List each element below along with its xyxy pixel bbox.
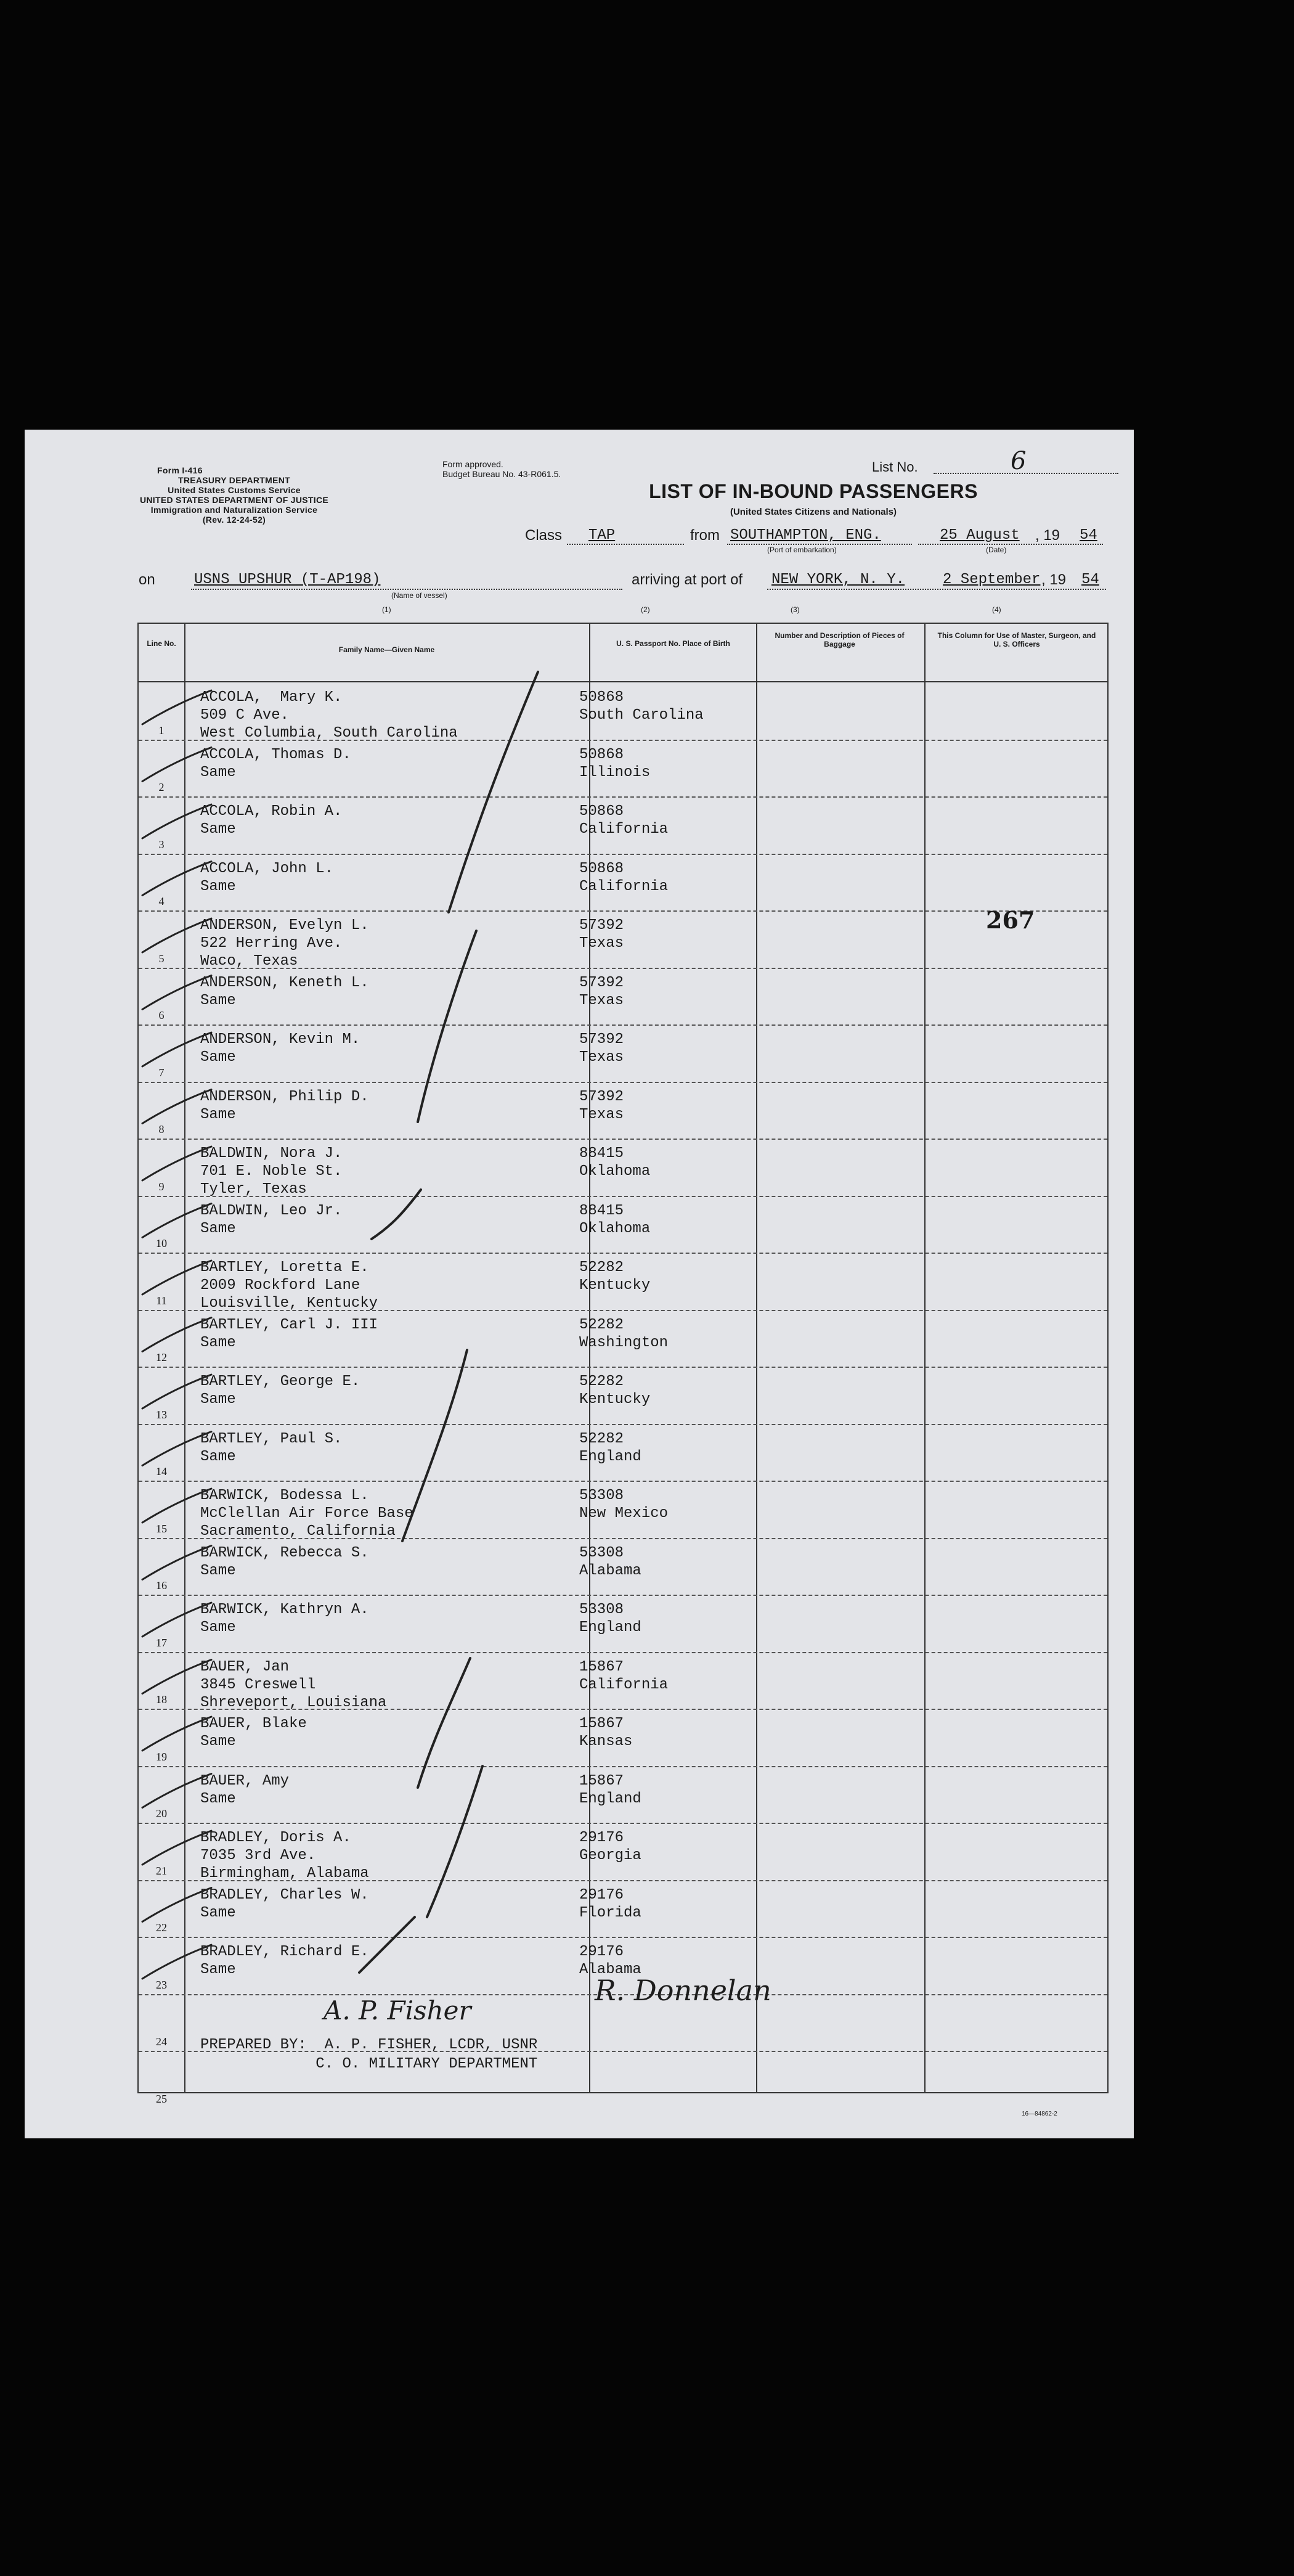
- passenger-name: ACCOLA, Thomas D. Same: [200, 746, 351, 781]
- passenger-name: BAUER, Amy Same: [200, 1772, 290, 1807]
- passport-birthplace: 88415 Oklahoma: [579, 1202, 651, 1237]
- col-header-name: Family Name—Given Name: [338, 645, 435, 654]
- passenger-name: BARWICK, Rebecca S. Same: [200, 1544, 369, 1579]
- line-tick: [142, 690, 211, 724]
- pen-stroke: [372, 1190, 421, 1239]
- line-number: 18: [156, 1693, 167, 1706]
- col-number-3: (3): [791, 605, 800, 614]
- col-header-line-no: Line No.: [147, 639, 176, 648]
- line-tick: [142, 1204, 211, 1238]
- arrival-date: 2 September: [943, 571, 1041, 588]
- form-number: Form I-416: [157, 465, 203, 475]
- line-number: 13: [156, 1408, 167, 1421]
- vessel-name: USNS UPSHUR (T-AP198): [194, 571, 381, 588]
- passenger-name: ANDERSON, Philip D. Same: [200, 1088, 369, 1123]
- passport-birthplace: 15867 England: [579, 1772, 641, 1807]
- fisher-signature: A. P. Fisher: [324, 1995, 471, 2026]
- passport-birthplace: 29176 Georgia: [579, 1830, 641, 1864]
- from-line: [727, 544, 912, 545]
- passport-birthplace: 53308 England: [579, 1601, 641, 1636]
- form-revision: (Rev. 12-24-52): [202, 515, 266, 525]
- justice-dept: UNITED STATES DEPARTMENT OF JUSTICE: [139, 495, 329, 505]
- line-number: 15: [156, 1522, 167, 1535]
- line-number: 14: [156, 1465, 167, 1478]
- passenger-name: BRADLEY, Doris A. 7035 3rd Ave. Birmingham, Alabama: [200, 1830, 369, 1882]
- list-number-label: List No.: [872, 459, 918, 475]
- line-number: 25: [156, 2092, 167, 2105]
- pen-stroke: [418, 931, 476, 1122]
- class-line: [567, 544, 684, 545]
- passenger-name: BARWICK, Kathryn A. Same: [200, 1601, 369, 1636]
- prepared-by: PREPARED BY: A. P. FISHER, LCDR, USNR C. O. MILITARY DEPARTMENT: [200, 2037, 538, 2072]
- embark-year-prefix: , 19: [1035, 527, 1060, 544]
- passport-birthplace: 29176 Alabama: [579, 1944, 641, 1978]
- pen-stroke: [359, 1917, 415, 1973]
- line-number: 20: [156, 1807, 167, 1820]
- passport-birthplace: 52282 Kentucky: [579, 1259, 651, 1294]
- arrival-year-prefix: , 19: [1041, 571, 1067, 588]
- line-number: 11: [156, 1294, 167, 1307]
- vessel-caption: (Name of vessel): [391, 591, 447, 600]
- pen-stroke: [418, 1658, 470, 1788]
- budget-bureau: Budget Bureau No. 43-R061.5.: [442, 469, 561, 479]
- line-tick: [142, 1318, 211, 1352]
- line-tick: [142, 1032, 211, 1066]
- passport-birthplace: 52282 England: [579, 1430, 641, 1465]
- passport-birthplace: 15867 California: [579, 1658, 669, 1693]
- line-tick: [142, 1888, 211, 1922]
- passenger-name: BAUER, Jan 3845 Creswell Shreveport, Louisiana: [200, 1658, 387, 1711]
- line-tick: [142, 1603, 211, 1637]
- passenger-name: BARTLEY, Loretta E. 2009 Rockford Lane Louisville, Kentucky: [200, 1259, 378, 1312]
- pen-stroke: [449, 672, 538, 912]
- line-number: 19: [156, 1750, 167, 1763]
- line-tick: [142, 976, 211, 1010]
- line-tick: [142, 1831, 211, 1865]
- passenger-name: ANDERSON, Kevin M. Same: [200, 1031, 360, 1066]
- vessel-line: [191, 589, 622, 590]
- line-number: 12: [156, 1351, 167, 1364]
- check-marks: [359, 672, 538, 1973]
- passenger-list-form: [25, 430, 1134, 2138]
- line-number: 21: [156, 1864, 167, 1877]
- line-number: 24: [156, 2035, 167, 2048]
- pen-stroke: [427, 1766, 482, 1917]
- col-header-officers: This Column for Use of Master, Surgeon, and U. S. Officers: [937, 631, 1096, 648]
- form-approval: [442, 459, 603, 479]
- passenger-name: BARTLEY, Paul S. Same: [200, 1430, 343, 1465]
- passenger-name: ACCOLA, Robin A. Same: [200, 803, 343, 838]
- line-number: 5: [158, 952, 165, 965]
- form-approved: Form approved.: [442, 459, 503, 469]
- line-tick: [142, 748, 211, 782]
- pen-stroke: [402, 1350, 467, 1541]
- passport-birthplace: 88415 Oklahoma: [579, 1145, 651, 1180]
- officer-signature: R. Donnelan: [595, 1974, 771, 2007]
- passport-birthplace: 57392 Texas: [579, 974, 624, 1009]
- line-number: 3: [158, 838, 165, 851]
- line-tick: [142, 1774, 211, 1808]
- passenger-name: ANDERSON, Keneth L. Same: [200, 974, 369, 1009]
- passenger-name: ACCOLA, John L. Same: [200, 860, 334, 895]
- form-agency-header: [102, 465, 367, 525]
- arrive-line: [767, 589, 1106, 590]
- passport-birthplace: 52282 Washington: [579, 1316, 669, 1351]
- page-title: LIST OF IN-BOUND PASSENGERS: [649, 480, 978, 502]
- line-tick: [142, 1432, 211, 1466]
- list-number-value: 6: [1011, 447, 1027, 475]
- passport-birthplace: 52282 Kentucky: [579, 1373, 651, 1408]
- passenger-name: BALDWIN, Nora J. 701 E. Noble St. Tyler, Texas: [200, 1145, 343, 1198]
- port-of-embarkation: SOUTHAMPTON, ENG.: [730, 527, 881, 544]
- class-label: Class: [525, 527, 563, 544]
- handwritten-marks: [137, 623, 1106, 2091]
- passenger-name: BARWICK, Bodessa L. McClellan Air Force Base Sacramento, California: [200, 1487, 413, 1540]
- line-number: 10: [156, 1237, 167, 1249]
- line-tick: [142, 918, 211, 952]
- line-tick: [142, 862, 211, 896]
- date-line: [918, 544, 1103, 545]
- passport-birthplace: 53308 New Mexico: [579, 1487, 669, 1522]
- embark-date-day: 25 August: [940, 527, 1020, 544]
- passport-birthplace: 57392 Texas: [579, 917, 624, 952]
- line-number: 8: [158, 1123, 165, 1135]
- treasury-dept: TREASURY DEPARTMENT: [177, 475, 290, 485]
- ins-service: Immigration and Naturalization Service: [150, 505, 318, 515]
- line-number: 4: [158, 895, 165, 907]
- line-tick: [142, 1147, 211, 1180]
- passenger-name: BARTLEY, George E. Same: [200, 1373, 360, 1408]
- line-number: 6: [158, 1009, 165, 1021]
- line-tick: [142, 1489, 211, 1523]
- passenger-name: BALDWIN, Leo Jr. Same: [200, 1202, 343, 1237]
- passenger-name: BARTLEY, Carl J. III Same: [200, 1316, 378, 1351]
- port-embark-caption: (Port of embarkation): [767, 546, 837, 554]
- col-number-2: (2): [641, 605, 650, 614]
- embark-date-year: 54: [1080, 527, 1097, 544]
- col-number-1: (1): [382, 605, 391, 614]
- line-number: 9: [158, 1180, 165, 1193]
- col-header-passport: U. S. Passport No. Place of Birth: [616, 639, 730, 648]
- passenger-name: BRADLEY, Richard E. Same: [200, 1944, 369, 1978]
- line-number: 1: [158, 724, 165, 737]
- passenger-name: ANDERSON, Evelyn L. 522 Herring Ave. Waco, Texas: [200, 917, 369, 970]
- passport-birthplace: 50868 California: [579, 803, 669, 838]
- line-tick: [142, 1546, 211, 1580]
- class-value: TAP: [588, 527, 616, 544]
- date-caption: (Date): [986, 546, 1007, 554]
- col-number-4: (4): [992, 605, 1001, 614]
- arriving-label: arriving at port of: [632, 571, 743, 588]
- form-code: 16—84862-2: [1022, 2111, 1057, 2117]
- arrival-date-year: 54: [1081, 571, 1099, 588]
- line-number: 16: [156, 1579, 167, 1592]
- customs-service: United States Customs Service: [168, 485, 301, 495]
- passenger-name: ACCOLA, Mary K. 509 C Ave. West Columbia, South Carolina: [200, 689, 458, 742]
- passenger-name: BRADLEY, Charles W. Same: [200, 1886, 369, 1921]
- passenger-name: BAUER, Blake Same: [200, 1715, 307, 1750]
- passport-birthplace: 53308 Alabama: [579, 1544, 641, 1579]
- line-tick: [142, 804, 211, 838]
- on-label: on: [139, 571, 155, 588]
- line-number: 2: [158, 781, 165, 793]
- line-number: 17: [156, 1636, 167, 1649]
- col-header-baggage: Number and Description of Pieces of Baggage: [775, 631, 905, 648]
- officer-number: 267: [986, 906, 1035, 934]
- passport-birthplace: 57392 Texas: [579, 1088, 624, 1123]
- line-tick: [142, 1375, 211, 1409]
- line-number: 7: [158, 1066, 165, 1079]
- line-tick: [142, 1717, 211, 1751]
- from-label: from: [690, 527, 720, 544]
- line-tick: [142, 1945, 211, 1979]
- line-ticks: [142, 690, 211, 1979]
- line-number: 23: [156, 1978, 167, 1991]
- passport-birthplace: 50868 Illinois: [579, 746, 651, 781]
- passport-birthplace: 57392 Texas: [579, 1031, 624, 1066]
- passport-birthplace: 50868 California: [579, 860, 669, 895]
- line-tick: [142, 1261, 211, 1294]
- passport-birthplace: 29176 Florida: [579, 1886, 641, 1921]
- passport-birthplace: 15867 Kansas: [579, 1715, 633, 1750]
- passport-birthplace: 50868 South Carolina: [579, 689, 704, 724]
- line-number: 22: [156, 1921, 167, 1934]
- port-of-arrival: NEW YORK, N. Y.: [771, 571, 905, 588]
- page-subtitle: (United States Citizens and Nationals): [730, 507, 897, 517]
- line-tick: [142, 1090, 211, 1124]
- line-tick: [142, 1660, 211, 1694]
